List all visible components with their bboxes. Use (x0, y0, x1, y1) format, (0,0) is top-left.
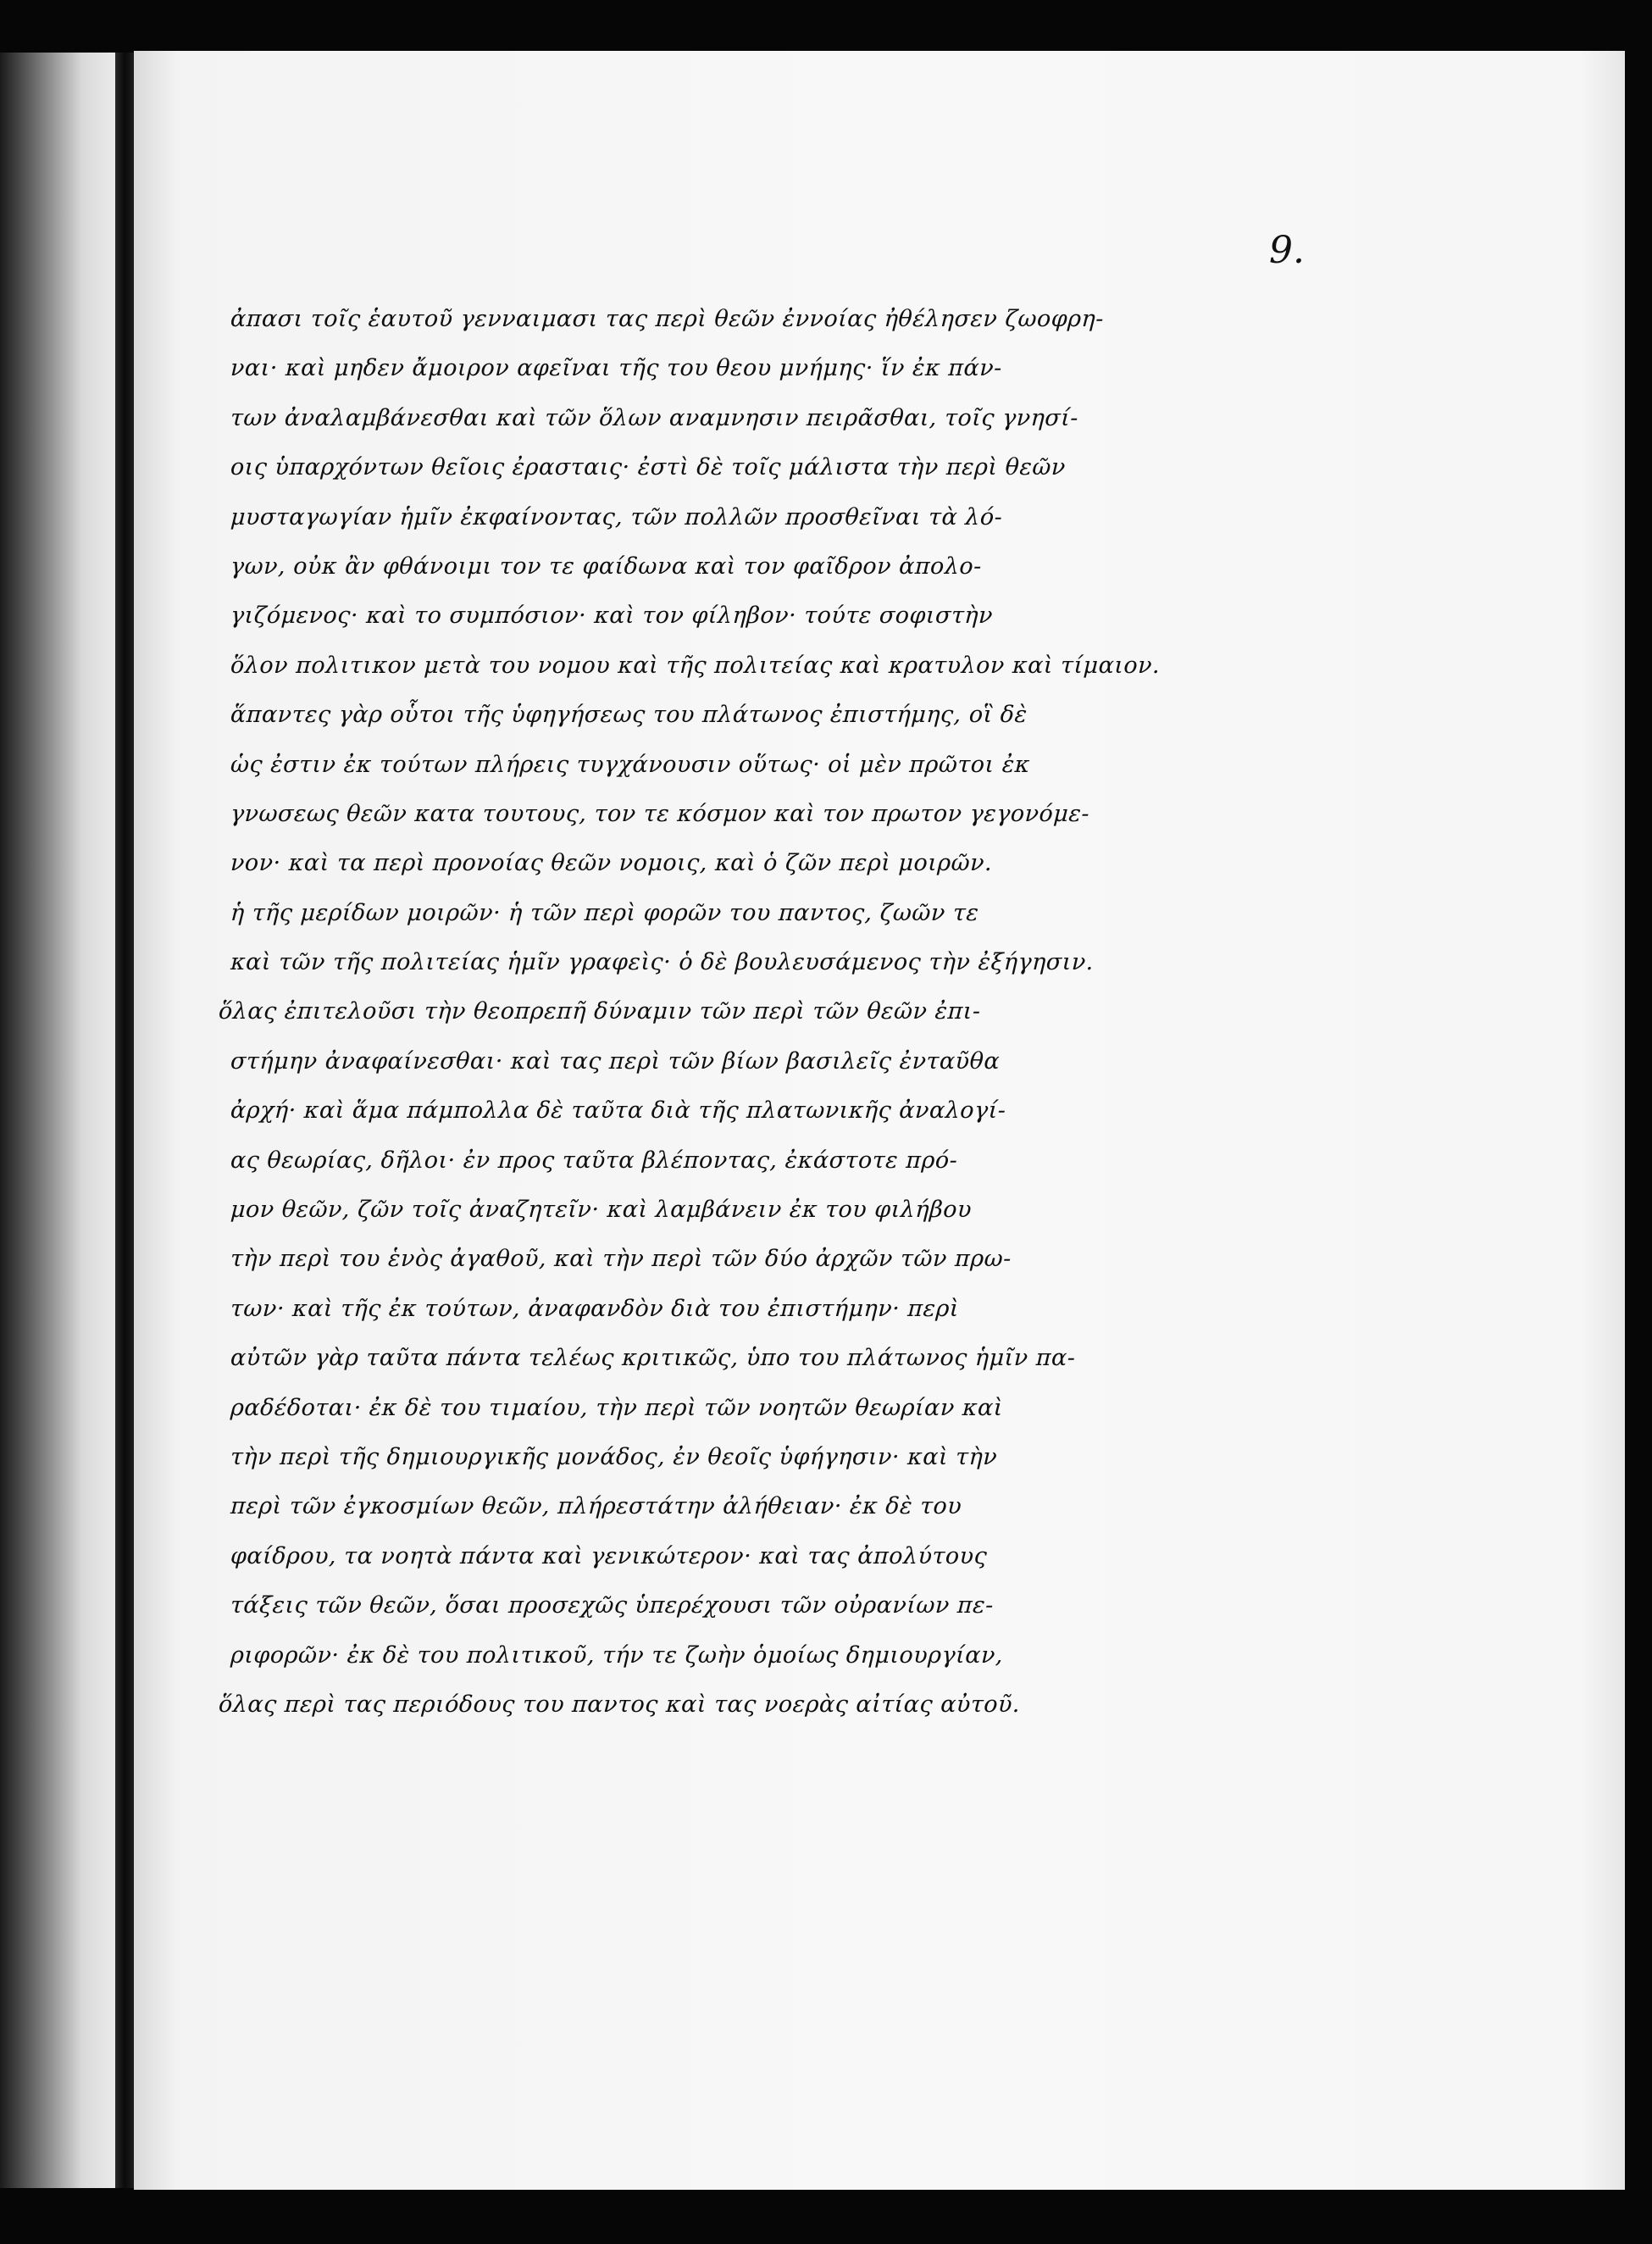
text-line: ναι· καὶ μηδεν ἄμοιρον αφεῖναι τῆς του θεου μνήμης· ἵν ἐκ πάν- (230, 355, 1003, 382)
text-line: νον· καὶ τα περὶ προνοίας θεῶν νομοις, καὶ ὁ ζῶν περὶ μοιρῶν. (230, 850, 993, 877)
text-line: ὅλας ἐπιτελοῦσι τὴν θεοπρεπῆ δύναμιν τῶν περὶ τῶν θεῶν ἐπι- (218, 998, 982, 1025)
text-line: ριφορῶν· ἐκ δὲ του πολιτικοῦ, τήν τε ζωὴν ὁμοίως δημιουργίαν, (230, 1641, 1004, 1669)
text-line: ὅλον πολιτικον μετὰ του νομου καὶ τῆς πολιτείας καὶ κρατυλον καὶ τίμαιον. (230, 652, 1161, 679)
text-line: των ἀναλαμβάνεσθαι καὶ τῶν ὅλων αναμνησιν πειρᾶσθαι, τοῖς γνησί- (230, 404, 1079, 431)
left-page-edge (0, 53, 117, 2188)
text-line: καὶ τῶν τῆς πολιτείας ἡμῖν γραφεὶς· ὁ δὲ βουλευσάμενος τὴν ἐξήγησιν. (230, 949, 1095, 976)
manuscript-text (218, 295, 1239, 1730)
text-line: τὴν περὶ του ἑνὸς ἀγαθοῦ, καὶ τὴν περὶ τῶν δύο ἀρχῶν τῶν πρω- (230, 1246, 1012, 1273)
text-line: ἀπασι τοῖς ἑαυτοῦ γενναιμασι τας περὶ θεῶν ἐννοίας ἠθέλησεν ζωοφρη- (230, 306, 1105, 332)
text-line: μυσταγωγίαν ἡμῖν ἐκφαίνοντας, τῶν πολλῶν προσθεῖναι τὰ λό- (230, 503, 1004, 530)
text-line: περὶ τῶν ἐγκοσμίων θεῶν, πλήρεστάτην ἀλήθειαν· ἐκ δὲ του (230, 1493, 963, 1520)
text-line: ὡς ἐστιν ἐκ τούτων πλήρεις τυγχάνουσιν οὕτως· οἱ μὲν πρῶτοι ἐκ (230, 751, 1031, 778)
text-line: γνωσεως θεῶν κατα τουτους, τον τε κόσμον καὶ τον πρωτον γεγονόμε- (230, 800, 1090, 827)
text-line: ἡ τῆς μερίδων μοιρῶν· ἡ τῶν περὶ φορῶν του παντος, ζωῶν τε (230, 899, 980, 926)
book-gutter (115, 53, 134, 2188)
text-line: ἀρχή· καὶ ἅμα πάμπολλα δὲ ταῦτα διὰ τῆς πλατωνικῆς ἀναλογί- (230, 1097, 1007, 1125)
text-line: φαίδρου, τα νοητὰ πάντα καὶ γενικώτερον· καὶ τας ἀπολύτους (230, 1542, 988, 1569)
text-line: ὅλας περὶ τας περιόδους του παντος καὶ τας νοερὰς αἰτίας αὐτοῦ. (218, 1691, 1021, 1718)
text-line: οις ὑπαρχόντων θεῖοις ἐρασταις· ἐστὶ δὲ τοῖς μάλιστα τὴν περὶ θεῶν (230, 454, 1067, 481)
text-line: ραδέδοται· ἐκ δὲ του τιμαίου, τὴν περὶ τῶν νοητῶν θεωρίαν καὶ (230, 1394, 1004, 1421)
text-line: ἅπαντες γὰρ οὗτοι τῆς ὑφηγήσεως του πλάτωνος ἐπιστήμης, οἳ δὲ (230, 702, 1028, 729)
text-line: των· καὶ τῆς ἐκ τούτων, ἀναφανδὸν διὰ του ἐπιστήμην· περὶ (230, 1295, 960, 1322)
text-line: τάξεις τῶν θεῶν, ὅσαι προσεχῶς ὑπερέχουσι τῶν οὐρανίων πε- (230, 1592, 995, 1619)
text-line: στήμην ἀναφαίνεσθαι· καὶ τας περὶ τῶν βίων βασιλεῖς ἐνταῦθα (230, 1047, 1001, 1075)
text-line: αὐτῶν γὰρ ταῦτα πάντα τελέως κριτικῶς, ὑπο του πλάτωνος ἡμῖν πα- (230, 1345, 1076, 1372)
folio-number: 9. (1269, 229, 1305, 272)
text-line: μον θεῶν, ζῶν τοῖς ἀναζητεῖν· καὶ λαμβάνειν ἐκ του φιλήβου (230, 1197, 973, 1224)
text-line: γιζόμενος· καὶ το συμπόσιον· καὶ τον φίληβον· τούτε σοφιστὴν (230, 603, 994, 630)
text-line: γων, οὐκ ἂν φθάνοιμι τον τε φαίδωνα καὶ τον φαῖδρον ἀπολο- (230, 553, 983, 580)
text-line: τὴν περὶ τῆς δημιουργικῆς μονάδος, ἐν θεοῖς ὑφήγησιν· καὶ τὴν (230, 1443, 998, 1470)
text-line: ας θεωρίας, δῆλοι· ἐν προς ταῦτα βλέποντας, ἐκάστοτε πρό- (230, 1147, 958, 1174)
